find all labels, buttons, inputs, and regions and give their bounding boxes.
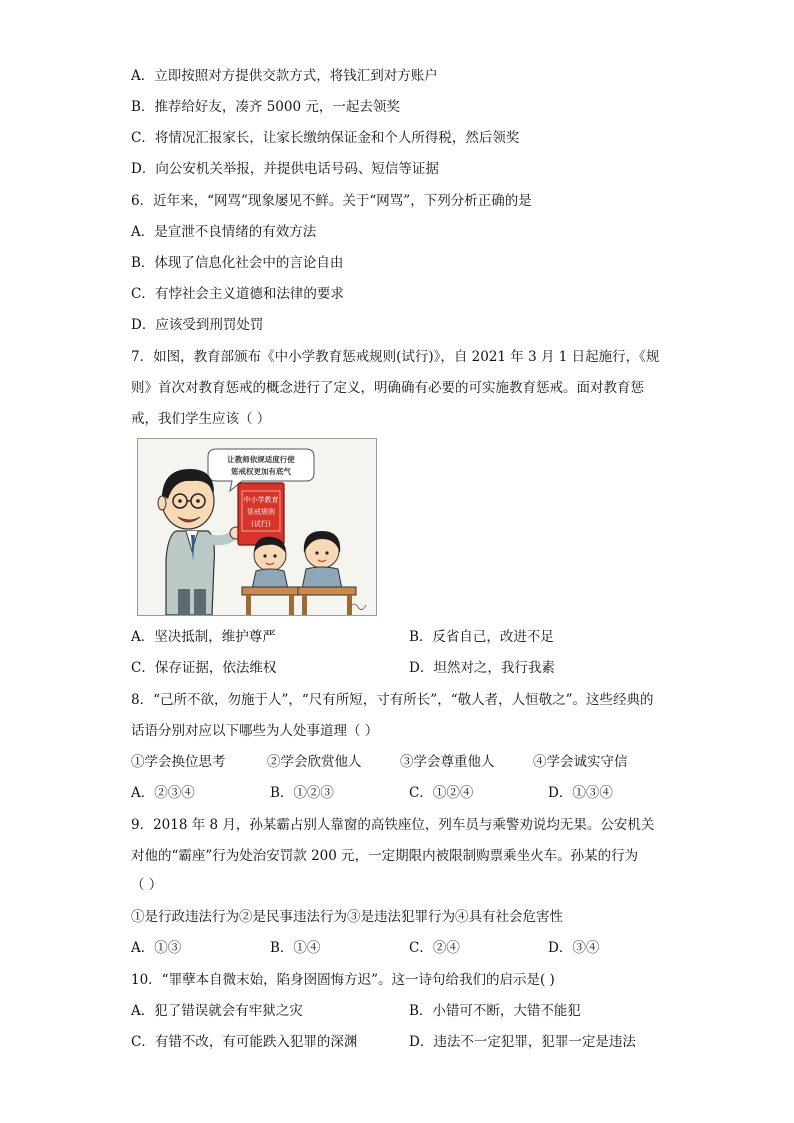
q8-option-a: A．②③④ <box>131 785 195 801</box>
q10-option-a: A．犯了错误就会有牢狱之灾 <box>131 1003 303 1019</box>
q5-option-a: A．立即按照对方提供交款方式，将钱汇到对方账户 <box>131 68 438 84</box>
cartoon-illustration <box>138 439 376 615</box>
q5-option-c: C．将情况汇报家长，让家长缴纳保证金和个人所得税，然后领奖 <box>131 130 520 146</box>
q9-stem-line-3: （ ） <box>131 877 163 893</box>
q8-stem-line-2: 话语分别对应以下哪些为人处事道理（ ） <box>131 723 379 739</box>
q6-option-b: B．体现了信息化社会中的言论自由 <box>131 255 344 271</box>
q7-cartoon-figure <box>137 438 377 616</box>
q8-item-2: ②学会欣赏他人 <box>267 754 362 770</box>
q9-stem-line-2: 对他的“霸座”行为处治安罚款 200 元，一定期限内被限制购票乘坐火车。孙某的行为 <box>131 848 639 864</box>
q8-stem-line-1: 8．“己所不欲，勿施于人”，“尺有所短，寸有所长”，“敬人者，人恒敬之”。这些经典的 <box>131 692 654 708</box>
q6-option-c: C．有悖社会主义道德和法律的要求 <box>131 286 344 302</box>
q8-option-c: C．①②④ <box>409 785 474 801</box>
q8-option-b: B．①②③ <box>270 785 334 801</box>
q6-stem: 6．近年来，“网骂”现象屡见不鲜。关于“网骂”，下列分析正确的是 <box>131 193 532 209</box>
q7-option-a: A．坚决抵制，维护尊严 <box>131 629 276 645</box>
q8-option-d: D．①③④ <box>548 785 613 801</box>
q8-item-1: ①学会换位思考 <box>131 754 226 770</box>
q7-option-b: B．反省自己，改进不足 <box>409 629 554 645</box>
q5-option-d: D．向公安机关举报，并提供电话号码、短信等证据 <box>131 161 439 177</box>
bubble-line-2: 惩戒权更加有底气 <box>231 467 291 476</box>
q10-stem: 10．“罪孽本自微末始，陷身囹圄悔方迟”。这一诗句给我们的启示是( ) <box>131 972 555 988</box>
q10-option-d: D．违法不一定犯罪，犯罪一定是违法 <box>409 1034 636 1050</box>
q7-option-d: D．坦然对之，我行我素 <box>409 660 555 676</box>
q9-option-c: C．②④ <box>409 940 460 956</box>
q5-option-b: B．推荐给好友，凑齐 5000 元，一起去领奖 <box>131 99 400 115</box>
q7-stem-line-1: 7．如图，教育部颁布《中小学教育惩戒规则(试行)》，自 2021 年 3 月 1 日起施行，《规 <box>131 349 660 365</box>
q9-option-a: A．①③ <box>131 940 182 956</box>
q8-item-3: ③学会尊重他人 <box>400 754 495 770</box>
q9-items: ①是行政违法行为②是民事违法行为③是违法犯罪行为④具有社会危害性 <box>131 909 563 925</box>
q9-option-d: D．③④ <box>548 940 600 956</box>
q8-item-4: ④学会诚实守信 <box>533 754 628 770</box>
book-title-line-3: (试行) <box>251 520 271 528</box>
q7-stem-line-3: 戒，我们学生应该（ ） <box>131 411 271 427</box>
q6-option-d: D．应该受到刑罚处罚 <box>131 317 264 333</box>
q9-stem-line-1: 9．2018 年 8 月，孙某霸占别人靠窗的高铁座位，列车员与乘警劝说均无果。公安机关 <box>131 817 655 833</box>
q7-stem-line-2: 则》首次对教育惩戒的概念进行了定义，明确确有必要的可实施教育惩戒。面对教育惩 <box>131 380 644 396</box>
q9-option-b: B．①④ <box>270 940 321 956</box>
q10-option-c: C．有错不改，有可能跌入犯罪的深渊 <box>131 1034 358 1050</box>
book-title-line-2: 惩戒规则 <box>247 508 275 516</box>
q10-option-b: B．小错可不断，大错不能犯 <box>409 1003 581 1019</box>
q6-option-a: A．是宣泄不良情绪的有效方法 <box>131 224 317 240</box>
book-title-line-1: 中小学教育 <box>243 496 279 504</box>
bubble-line-1: 让教师依规适度行使 <box>227 455 295 464</box>
q7-option-c: C．保存证据，依法维权 <box>131 660 277 676</box>
